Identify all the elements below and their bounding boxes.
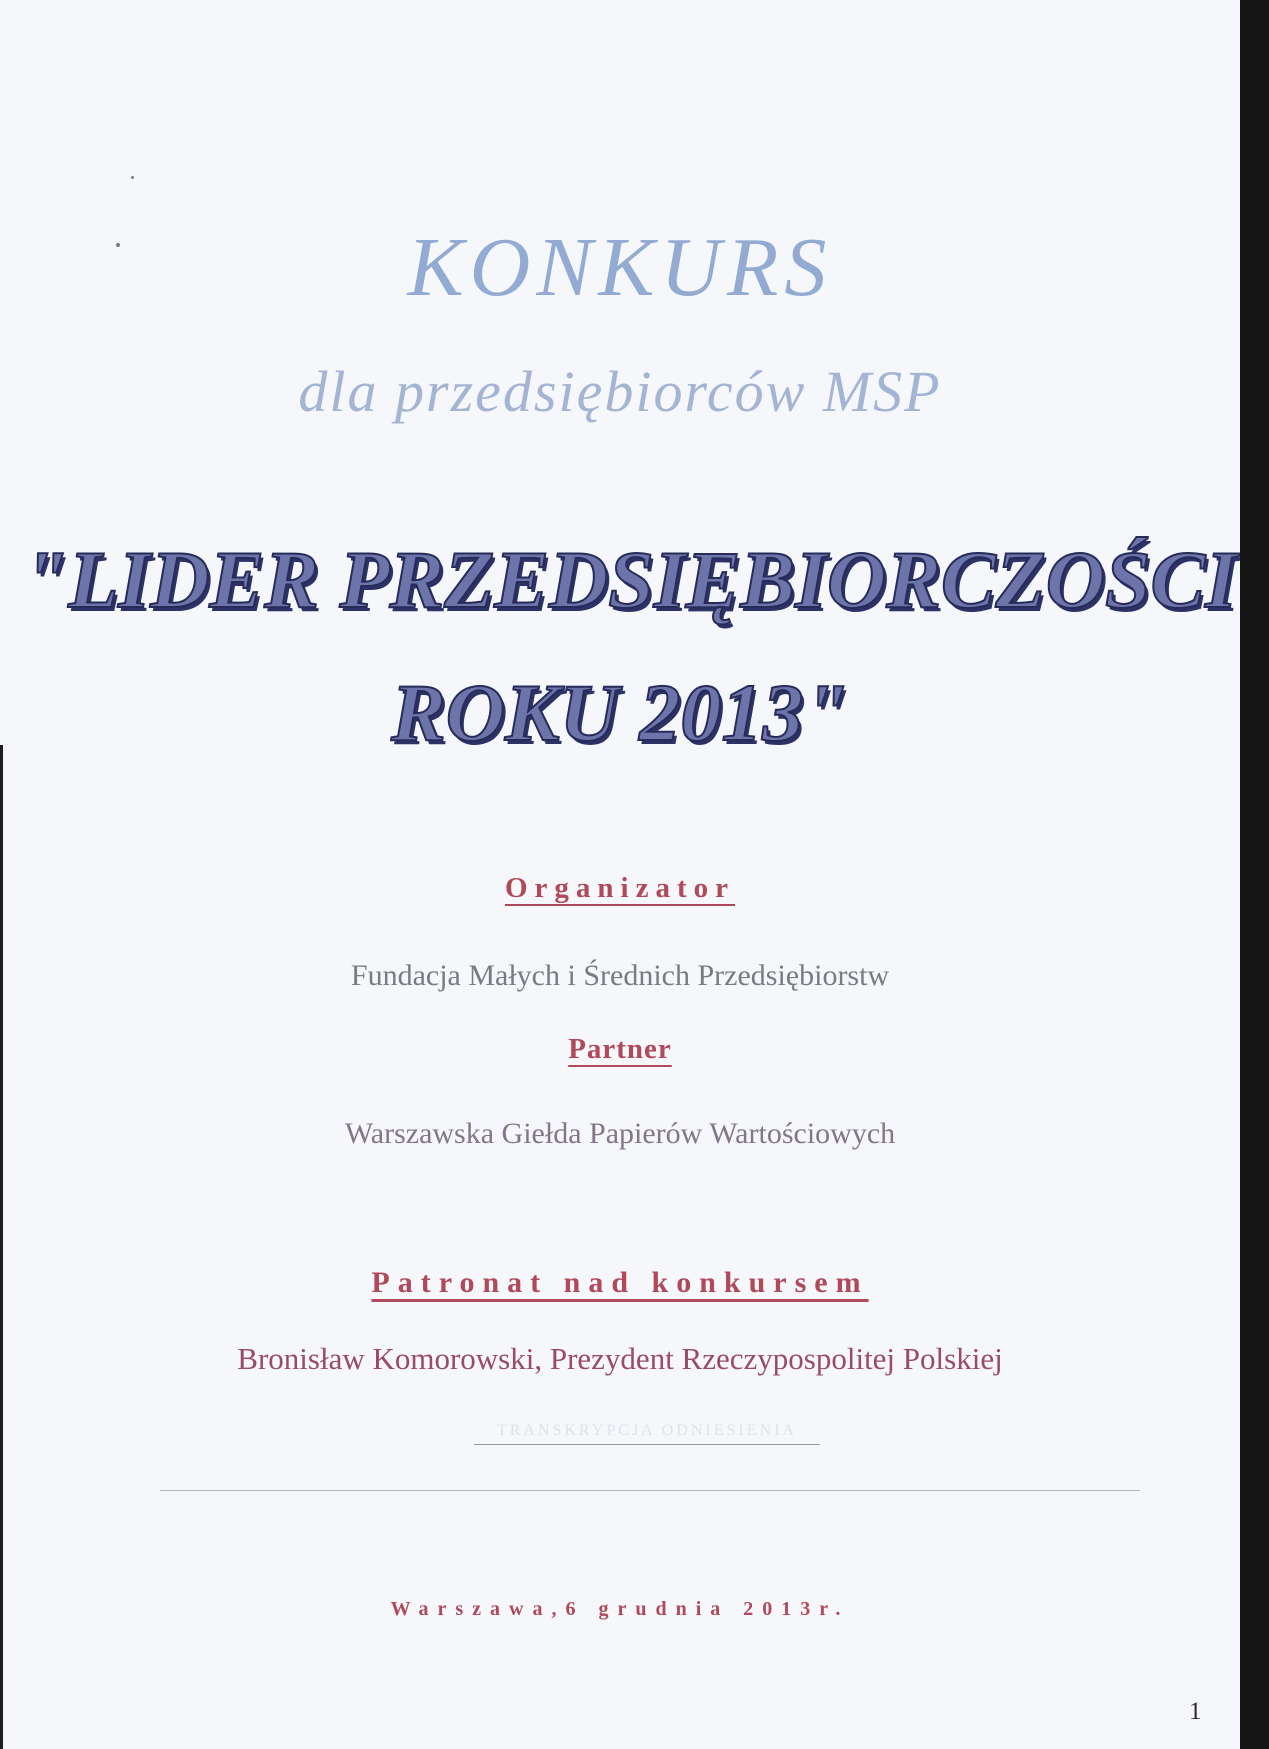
horizontal-divider	[160, 1490, 1140, 1491]
scan-border-right	[1240, 0, 1269, 1749]
organizer-name: Fundacja Małych i Średnich Przedsiębiorstw	[350, 959, 890, 992]
partner-heading: Partner	[568, 1033, 672, 1065]
partner-name: Warszawska Giełda Papierów Wartościowych	[344, 1117, 896, 1150]
scan-border-left	[0, 745, 3, 1749]
document-subtitle: dla przedsiębiorców MSP	[298, 359, 942, 424]
organizer-heading: Organizator	[504, 872, 735, 904]
scan-speck	[131, 176, 134, 179]
patronage-heading: Patronat nad konkursem	[371, 1266, 869, 1299]
document-title: KONKURS	[407, 221, 833, 314]
faded-note: TRANSKRYPCJA ODNIESIENIA	[474, 1422, 820, 1445]
patronage-name: Bronisław Komorowski, Prezydent Rzeczypospolitej Polskiej	[237, 1341, 1003, 1376]
award-name-line-2: ROKU 2013"	[391, 667, 849, 758]
award-name-line-1: "LIDER PRZEDSIĘBIORCZOŚCI	[22, 534, 1238, 625]
place-and-date: Warszawa,6 grudnia 2013r.	[390, 1598, 850, 1620]
page-number: 1	[1189, 1698, 1202, 1725]
